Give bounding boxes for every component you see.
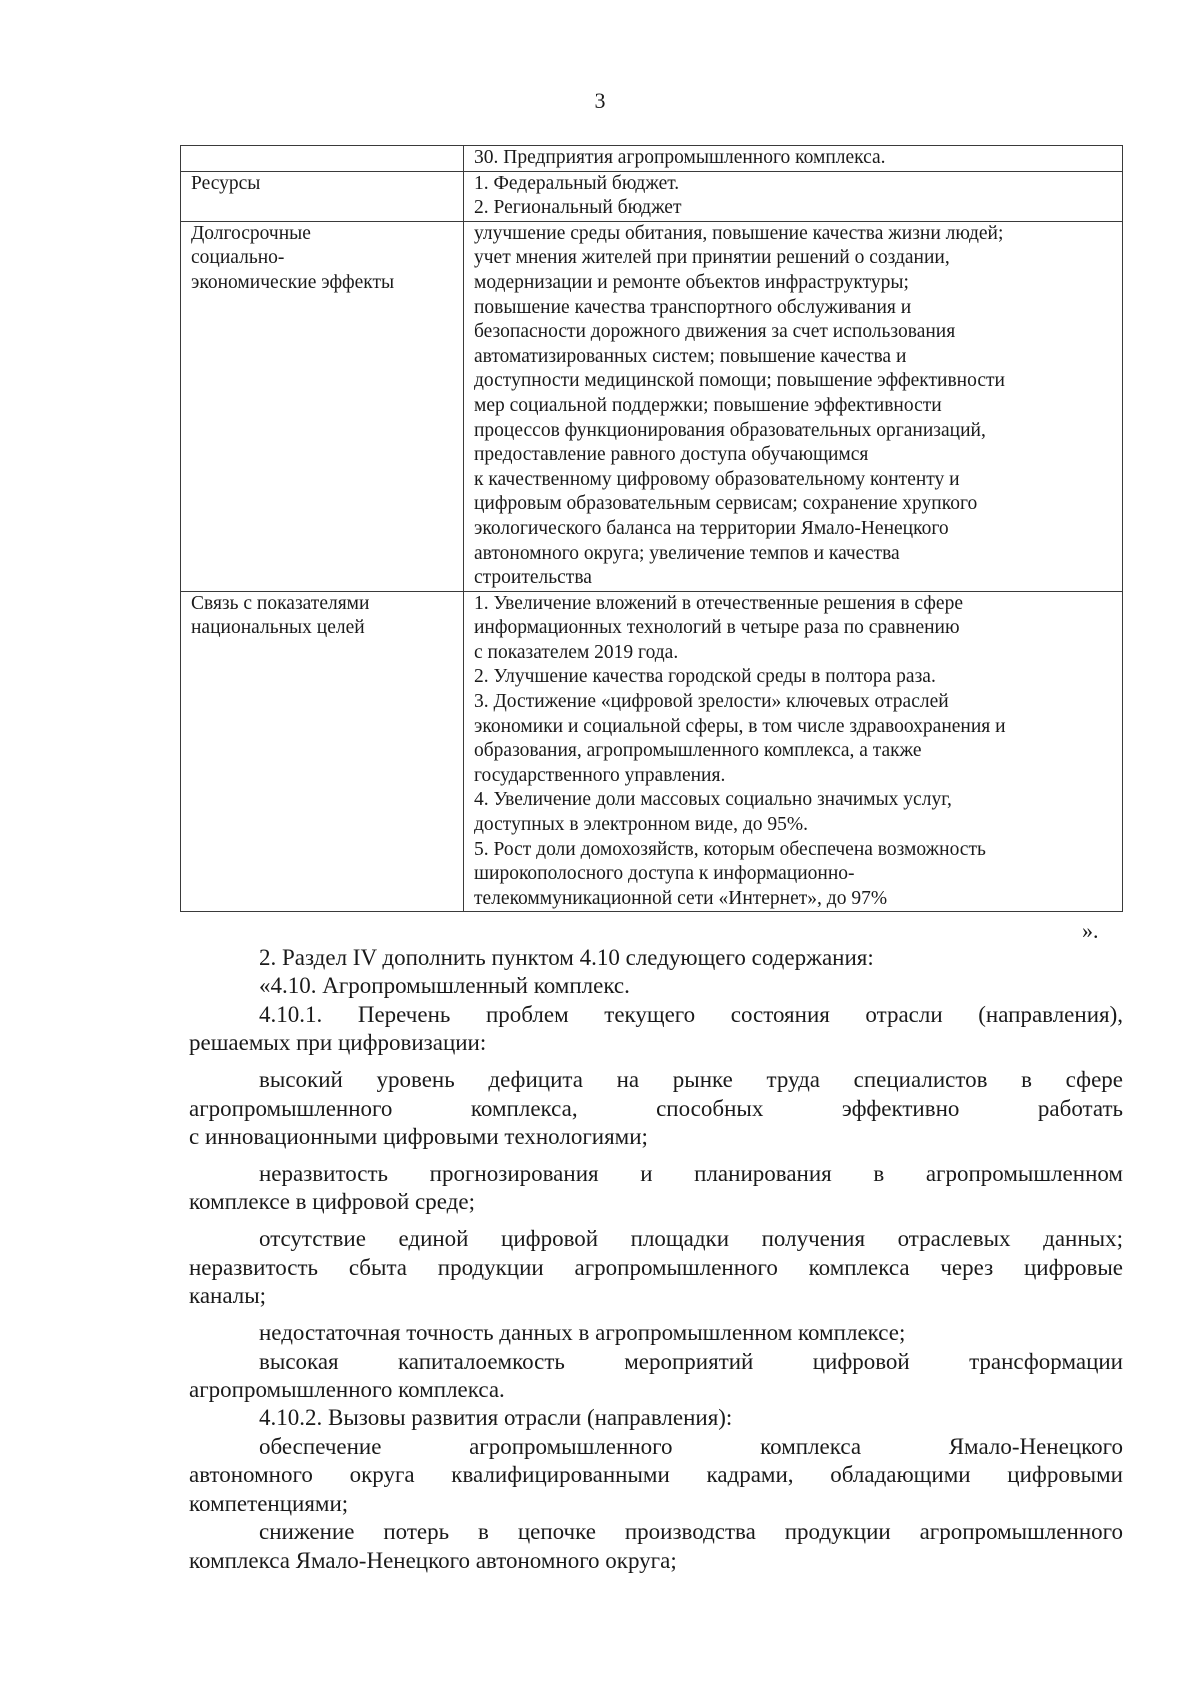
content-line: информационных технологий в четыре раза по сравнению — [474, 617, 960, 639]
content-line: 2. Региональный бюджет — [474, 197, 682, 219]
text-line: высокий уровень дефицита на рынке труда специалистов в сфере — [259, 1067, 1123, 1093]
label-line: Ресурсы — [191, 172, 261, 194]
content-line: 30. Предприятия агропромышленного комплекса. — [474, 147, 886, 168]
paragraph — [189, 1160, 1123, 1217]
content-line: строительства — [474, 567, 592, 589]
paragraph — [189, 972, 1123, 1000]
table-cell-content — [464, 171, 1123, 221]
content-line: автоматизированных систем; повышение качества и — [474, 345, 907, 367]
paragraph — [189, 944, 1123, 972]
table-cell-content — [464, 146, 1123, 172]
text-line: комплекса Ямало-Ненецкого автономного округа; — [189, 1547, 677, 1573]
table-cell-label — [181, 591, 464, 912]
text-line: «4.10. Агропромышленный комплекс. — [259, 973, 630, 999]
text-line: неразвитость сбыта продукции агропромышленного комплекса через цифровые — [189, 1254, 1123, 1280]
text-line: недостаточная точность данных в агропромышленном комплексе; — [259, 1320, 906, 1346]
content-line: доступных в электронном виде, до 95%. — [474, 814, 808, 836]
text-line: агропромышленного комплекса. — [189, 1377, 505, 1403]
paragraph — [189, 1066, 1123, 1151]
content-line: предоставление равного доступа обучающимся — [474, 444, 869, 466]
text-line: с инновационными цифровыми технологиями; — [189, 1124, 648, 1150]
paragraph — [189, 1001, 1123, 1058]
label-line: социально- — [191, 247, 285, 269]
label-line: Связь с показателями — [191, 592, 370, 614]
text-line: комплексе в цифровой среде; — [189, 1189, 475, 1215]
content-line: к качественному цифровому образовательному контенту и — [474, 468, 960, 490]
content-line: 5. Рост доли домохозяйств, которым обеспечена возможность — [474, 838, 986, 860]
content-line: 3. Достижение «цифровой зрелости» ключевых отраслей — [474, 691, 949, 713]
paragraph — [189, 1404, 1123, 1432]
text-line: 4.10.2. Вызовы развития отрасли (направления): — [259, 1405, 733, 1431]
text-line: 2. Раздел IV дополнить пунктом 4.10 следующего содержания: — [259, 945, 874, 970]
content-line: образования, агропромышленного комплекса, а также — [474, 740, 922, 762]
label-line: Долгосрочные — [191, 222, 311, 244]
table-row — [181, 591, 1123, 912]
table-body — [181, 146, 1123, 912]
text-line: высокая капиталоемкость мероприятий цифровой трансформации — [259, 1348, 1123, 1374]
content-line: экологического баланса на территории Ямало-Ненецкого — [474, 517, 949, 539]
content-line: автономного округа; увеличение темпов и качества — [474, 542, 900, 564]
closing-quote: ». — [1082, 918, 1099, 943]
content-line: улучшение среды обитания, повышение качества жизни людей; — [474, 222, 1004, 244]
label-line: национальных целей — [191, 617, 365, 639]
content-line: 2. Улучшение качества городской среды в полтора раза. — [474, 666, 936, 688]
table-cell-content — [464, 221, 1123, 591]
content-line: учет мнения жителей при принятии решений о создании, — [474, 247, 950, 269]
content-line: широкополосного доступа к информационно- — [474, 863, 855, 885]
table-row — [181, 146, 1123, 172]
content-line: экономики и социальной сферы, в том числе здравоохранения и — [474, 715, 1006, 737]
passport-table — [180, 145, 1123, 912]
text-line: неразвитость прогнозирования и планирования в агропромышленном — [259, 1161, 1123, 1187]
content-line: с показателем 2019 года. — [474, 641, 679, 663]
content-line: государственного управления. — [474, 764, 726, 786]
text-line: компетенциями; — [189, 1490, 349, 1516]
content-line: мер социальной поддержки; повышение эффективности — [474, 394, 942, 416]
label-line: экономические эффекты — [191, 271, 395, 293]
content-line: повышение качества транспортного обслуживания и — [474, 296, 912, 318]
text-line: отсутствие единой цифровой площадки получения отраслевых данных; — [259, 1226, 1123, 1252]
content-line: доступности медицинской помощи; повышение эффективности — [474, 370, 1005, 392]
text-line: агропромышленного комплекса, способных эффективно работать — [189, 1095, 1123, 1121]
paragraph — [189, 1319, 1123, 1347]
paragraph — [189, 1225, 1123, 1310]
content-line: процессов функционирования образовательных организаций, — [474, 419, 986, 441]
page-number: 3 — [594, 88, 606, 113]
content-line: модернизации и ремонте объектов инфраструктуры; — [474, 271, 909, 293]
paragraph — [189, 1348, 1123, 1405]
paragraph — [189, 1518, 1123, 1575]
content-line: безопасности дорожного движения за счет использования — [474, 321, 956, 343]
body-text — [189, 944, 1123, 1575]
text-line: решаемых при цифровизации: — [189, 1030, 487, 1056]
paragraph — [189, 1433, 1123, 1518]
table-cell-label — [181, 171, 464, 221]
table-cell-label — [181, 221, 464, 591]
table-cell-content — [464, 591, 1123, 912]
text-line: 4.10.1. Перечень проблем текущего состояния отрасли (направления), — [259, 1001, 1123, 1027]
table-row — [181, 221, 1123, 591]
table-row — [181, 171, 1123, 221]
content-line: цифровым образовательным сервисам; сохранение хрупкого — [474, 493, 978, 515]
content-line: телекоммуникационной сети «Интернет», до 97% — [474, 887, 888, 909]
content-line: 1. Федеральный бюджет. — [474, 172, 680, 194]
text-line: обеспечение агропромышленного комплекса Ямало-Ненецкого — [259, 1433, 1123, 1459]
content-line: 4. Увеличение доли массовых социально значимых услуг, — [474, 789, 952, 811]
text-line: снижение потерь в цепочке производства продукции агропромышленного — [259, 1519, 1123, 1545]
text-line: каналы; — [189, 1283, 267, 1309]
content-line: 1. Увеличение вложений в отечественные решения в сфере — [474, 592, 963, 614]
table-cell-label — [181, 146, 464, 172]
text-line: автономного округа квалифицированными кадрами, обладающими цифровыми — [189, 1462, 1123, 1488]
